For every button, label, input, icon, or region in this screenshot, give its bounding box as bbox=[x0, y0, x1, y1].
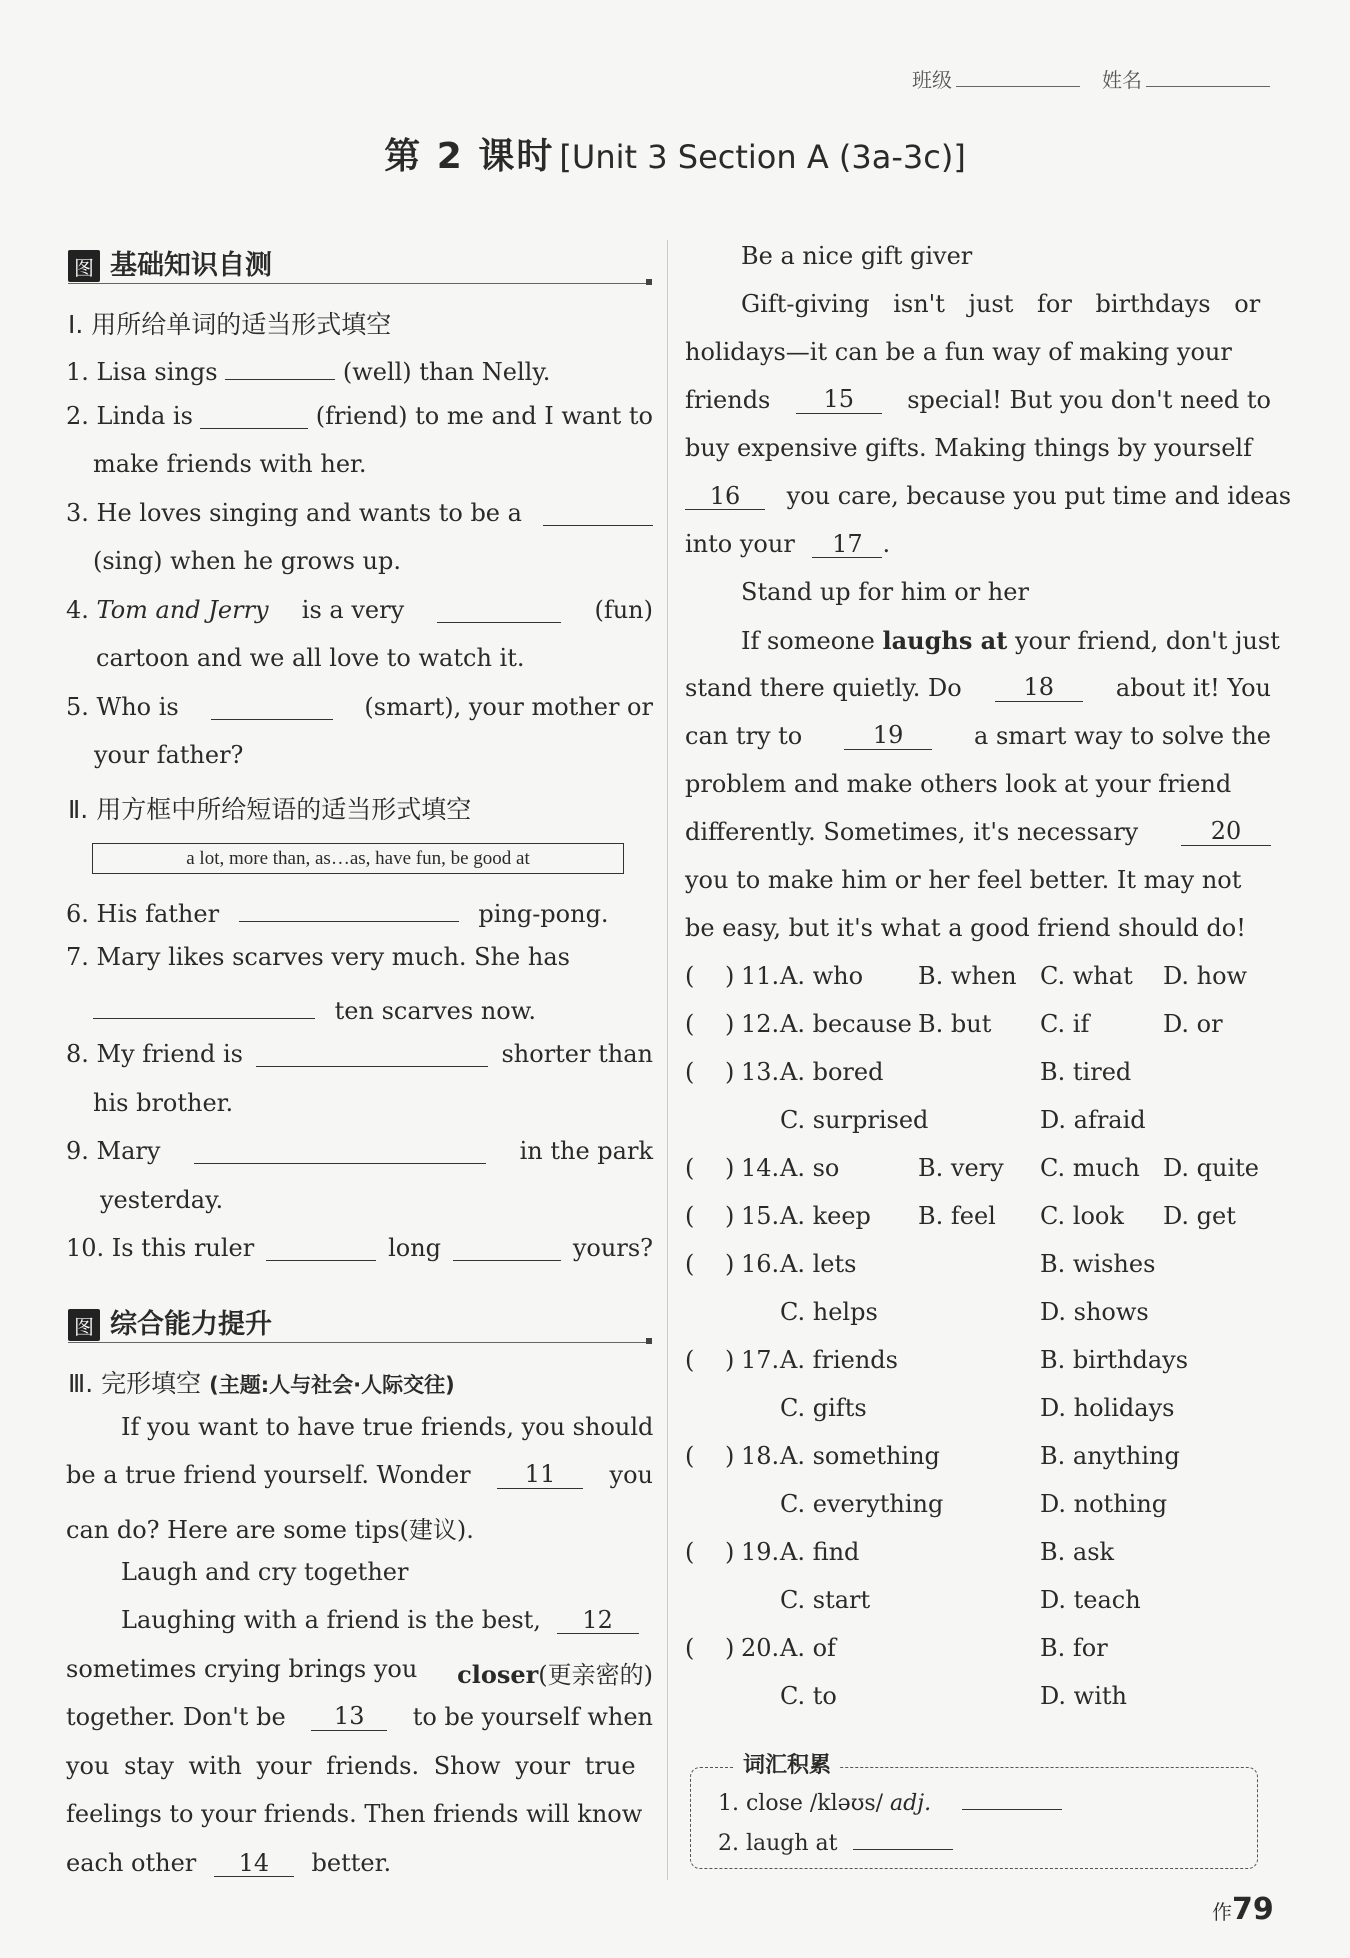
option-b[interactable]: B. very bbox=[918, 1154, 1004, 1182]
q-italic: Tom and Jerry bbox=[96, 596, 269, 624]
option-number: 12. bbox=[741, 1010, 780, 1038]
option-a[interactable]: A. something bbox=[780, 1442, 940, 1470]
passage-text: can try to bbox=[685, 722, 803, 750]
q-text: shorter than bbox=[501, 1040, 653, 1068]
passage-line: can do? Here are some tips(建议). bbox=[66, 1516, 474, 1544]
passage-line: buy expensive gifts. Making things by yourself bbox=[685, 434, 1252, 462]
passage-line bbox=[685, 386, 1271, 414]
option-b[interactable]: B. tired bbox=[1040, 1058, 1132, 1086]
q-text: 8. My friend is bbox=[66, 1040, 243, 1068]
answer-paren-open[interactable]: ( bbox=[685, 1634, 695, 1662]
option-d[interactable]: D. holidays bbox=[1040, 1394, 1175, 1422]
answer-paren-open[interactable]: ( bbox=[685, 1442, 695, 1470]
question-6 bbox=[66, 895, 609, 928]
answer-paren-close: ) bbox=[725, 1250, 735, 1278]
section2-header bbox=[68, 1302, 272, 1341]
q-text: (well) than Nelly. bbox=[342, 358, 551, 386]
passage-line bbox=[685, 530, 890, 558]
option-d[interactable]: D. shows bbox=[1040, 1298, 1149, 1326]
answer-blank[interactable] bbox=[256, 1040, 488, 1067]
phrase-box: a lot, more than, as…as, have fun, be good at bbox=[92, 843, 624, 874]
answer-paren-close: ) bbox=[725, 1010, 735, 1038]
passage-line bbox=[66, 1703, 653, 1731]
answer-paren-open[interactable]: ( bbox=[685, 1538, 695, 1566]
column-divider bbox=[667, 240, 668, 1880]
option-c[interactable]: C. if bbox=[1040, 1010, 1090, 1038]
answer-paren-close: ) bbox=[725, 1202, 735, 1230]
option-c[interactable]: C. helps bbox=[780, 1298, 878, 1326]
q-text: 10. Is this ruler bbox=[66, 1234, 255, 1262]
passage-text: special! But you don't need to bbox=[907, 386, 1271, 414]
section-rule-dot bbox=[646, 1338, 652, 1344]
section1-header bbox=[68, 243, 272, 282]
q-text: 3. He loves singing and wants to be a bbox=[66, 499, 522, 527]
blank-19[interactable]: 19 bbox=[844, 722, 932, 750]
answer-blank[interactable] bbox=[239, 895, 459, 922]
option-c[interactable]: C. start bbox=[780, 1586, 871, 1614]
answer-blank[interactable] bbox=[194, 1137, 486, 1164]
vocab-pos: adj. bbox=[890, 1791, 932, 1816]
q-text: 6. His father bbox=[66, 900, 220, 928]
part3-title: Ⅲ. 完形填空 bbox=[68, 1369, 202, 1398]
option-d[interactable]: D. with bbox=[1040, 1682, 1127, 1710]
answer-paren-open[interactable]: ( bbox=[685, 1250, 695, 1278]
part1-title: Ⅰ. 用所给单词的适当形式填空 bbox=[68, 310, 392, 339]
option-c[interactable]: C. to bbox=[780, 1682, 837, 1710]
option-d[interactable]: D. or bbox=[1163, 1010, 1223, 1038]
option-number: 14. bbox=[741, 1154, 780, 1182]
option-b[interactable]: B. when bbox=[918, 962, 1017, 990]
option-a[interactable]: A. bored bbox=[780, 1058, 884, 1086]
blank-12[interactable]: 12 bbox=[557, 1607, 639, 1634]
option-c[interactable]: C. surprised bbox=[780, 1106, 929, 1134]
subheading-gift: Be a nice gift giver bbox=[741, 242, 973, 270]
passage-line bbox=[685, 722, 1271, 750]
answer-paren-open[interactable]: ( bbox=[685, 1202, 695, 1230]
vocab-title bbox=[735, 1748, 839, 1779]
answer-blank[interactable] bbox=[225, 353, 335, 380]
option-a[interactable]: A. who bbox=[780, 962, 864, 990]
name-label: 姓名 bbox=[1102, 68, 1142, 92]
option-b[interactable]: B. birthdays bbox=[1040, 1346, 1189, 1374]
answer-paren-close: ) bbox=[725, 1346, 735, 1374]
answer-blank[interactable] bbox=[266, 1234, 376, 1261]
blank-14[interactable]: 14 bbox=[214, 1850, 294, 1877]
part3-header bbox=[68, 1364, 455, 1400]
question-7-cont bbox=[93, 992, 536, 1025]
option-number: 20. bbox=[741, 1634, 780, 1662]
option-d[interactable]: D. nothing bbox=[1040, 1490, 1168, 1518]
q-text: 7. Mary likes scarves very much. She has bbox=[66, 943, 570, 971]
part3-theme: (主题:人与社会·人际交往) bbox=[209, 1373, 455, 1397]
q-text: 9. Mary bbox=[66, 1137, 161, 1165]
passage-line bbox=[66, 1461, 653, 1489]
passage-text: each other bbox=[66, 1849, 197, 1877]
passage-text: into your bbox=[685, 530, 795, 558]
section-icon: 图 bbox=[68, 250, 100, 282]
option-number: 16. bbox=[741, 1250, 780, 1278]
page-number-value: 79 bbox=[1232, 1892, 1274, 1927]
answer-blank[interactable] bbox=[93, 992, 315, 1019]
option-c[interactable]: C. look bbox=[1040, 1202, 1124, 1230]
bold-word: closer bbox=[457, 1660, 539, 1689]
passage-line: holidays—it can be a fun way of making your bbox=[685, 338, 1232, 366]
answer-paren-close: ) bbox=[725, 1058, 735, 1086]
q-number: 4. bbox=[66, 596, 89, 624]
section-rule bbox=[68, 283, 648, 284]
passage-line: feelings to your friends. Then friends will know bbox=[66, 1800, 643, 1828]
passage-line bbox=[66, 1849, 391, 1877]
answer-blank[interactable] bbox=[853, 1829, 953, 1850]
option-d[interactable]: D. how bbox=[1163, 962, 1248, 990]
passage-line bbox=[66, 1655, 653, 1690]
passage-line: you to make him or her feel better. It may not bbox=[685, 866, 1242, 894]
question-7 bbox=[66, 943, 653, 971]
q-text: your father? bbox=[94, 741, 244, 769]
option-c[interactable]: C. everything bbox=[780, 1490, 944, 1518]
passage-text: you stay with your friends. Show your true bbox=[66, 1752, 636, 1780]
passage-text: to be yourself when bbox=[412, 1703, 653, 1731]
q-text: (sing) when he grows up. bbox=[93, 547, 401, 575]
class-field[interactable] bbox=[956, 86, 1080, 87]
passage-text: together. Don't be bbox=[66, 1703, 286, 1731]
passage-line bbox=[66, 1752, 653, 1780]
answer-paren-open[interactable]: ( bbox=[685, 1346, 695, 1374]
passage-text: Laughing with a friend is the best, bbox=[121, 1606, 541, 1634]
q-text: (smart), your mother or bbox=[364, 693, 653, 721]
section-rule-dot bbox=[646, 279, 652, 285]
section1-title: 基础知识自测 bbox=[110, 250, 272, 281]
option-number: 18. bbox=[741, 1442, 780, 1470]
answer-blank[interactable] bbox=[437, 596, 561, 623]
option-d[interactable]: D. get bbox=[1163, 1202, 1236, 1230]
vocab-title-text: 词汇积累 bbox=[743, 1753, 832, 1778]
section2-title: 综合能力提升 bbox=[110, 1309, 272, 1340]
part2-title: Ⅱ. 用方框中所给短语的适当形式填空 bbox=[68, 795, 472, 824]
vocab-item-2 bbox=[718, 1829, 953, 1856]
q-text: his brother. bbox=[93, 1089, 234, 1117]
q-text: yesterday. bbox=[100, 1186, 224, 1214]
option-b[interactable]: B. feel bbox=[918, 1202, 996, 1230]
option-number: 15. bbox=[741, 1202, 780, 1230]
vocab-text: 2. laugh at bbox=[718, 1831, 838, 1856]
option-a[interactable]: A. because bbox=[780, 1010, 912, 1038]
passage-text: better. bbox=[311, 1849, 392, 1877]
option-a[interactable]: A. of bbox=[780, 1634, 836, 1662]
blank-13[interactable]: 13 bbox=[311, 1703, 387, 1731]
option-d[interactable]: D. quite bbox=[1163, 1154, 1259, 1182]
blank-15[interactable]: 15 bbox=[796, 386, 882, 414]
page-number bbox=[1212, 1892, 1274, 1927]
answer-paren-close: ) bbox=[725, 962, 735, 990]
page-title bbox=[0, 128, 1350, 179]
answer-paren-close: ) bbox=[725, 1154, 735, 1182]
answer-paren-open[interactable]: ( bbox=[685, 1154, 695, 1182]
option-b[interactable]: B. for bbox=[1040, 1634, 1108, 1662]
question-8 bbox=[66, 1040, 653, 1068]
option-number: 19. bbox=[741, 1538, 780, 1566]
subheading-laugh: Laugh and cry together bbox=[121, 1558, 409, 1586]
answer-paren-open[interactable]: ( bbox=[685, 962, 695, 990]
question-9 bbox=[66, 1137, 653, 1165]
answer-paren-close: ) bbox=[725, 1634, 735, 1662]
q-text: in the park bbox=[519, 1137, 653, 1165]
option-b[interactable]: B. but bbox=[918, 1010, 992, 1038]
q-text: 2. Linda is bbox=[66, 402, 193, 430]
passage-text: a smart way to solve the bbox=[974, 722, 1271, 750]
q-text: (friend) to me and I want to bbox=[315, 402, 653, 430]
answer-blank[interactable] bbox=[543, 499, 653, 526]
q-text: ping-pong. bbox=[478, 900, 609, 928]
vocab-item-1 bbox=[718, 1789, 1062, 1816]
option-d[interactable]: D. teach bbox=[1040, 1586, 1141, 1614]
passage-text: stand there quietly. Do bbox=[685, 674, 962, 702]
option-c[interactable]: C. gifts bbox=[780, 1394, 867, 1422]
q-text: long bbox=[388, 1234, 442, 1262]
question-10 bbox=[66, 1234, 653, 1262]
lesson-title: 第 2 课时 bbox=[384, 136, 555, 177]
passage-line: be easy, but it's what a good friend should do! bbox=[685, 914, 1246, 942]
answer-blank[interactable] bbox=[200, 402, 308, 429]
q-text: 5. Who is bbox=[66, 693, 179, 721]
class-label: 班级 bbox=[912, 68, 952, 92]
passage-line bbox=[121, 1606, 639, 1634]
passage-line bbox=[685, 482, 1291, 510]
q-text: cartoon and we all love to watch it. bbox=[96, 644, 525, 672]
passage-line bbox=[741, 290, 1271, 318]
q-text: Lisa sings bbox=[96, 358, 218, 386]
section-icon: 图 bbox=[68, 1309, 100, 1341]
blank-17[interactable]: 17 bbox=[812, 531, 882, 558]
question-5 bbox=[66, 693, 653, 721]
option-b[interactable]: B. ask bbox=[1040, 1538, 1115, 1566]
option-c[interactable]: C. what bbox=[1040, 962, 1133, 990]
passage-line bbox=[685, 674, 1271, 702]
answer-paren-close: ) bbox=[725, 1538, 735, 1566]
passage-text: be a true friend yourself. Wonder bbox=[66, 1461, 471, 1489]
blank-16[interactable]: 16 bbox=[685, 483, 765, 510]
q-text: make friends with her. bbox=[93, 450, 367, 478]
q-text: is a very bbox=[301, 596, 405, 624]
blank-18[interactable]: 18 bbox=[995, 674, 1083, 702]
subheading-stand-up: Stand up for him or her bbox=[741, 578, 1029, 606]
answer-paren-open[interactable]: ( bbox=[685, 1058, 695, 1086]
passage-text: you bbox=[609, 1461, 653, 1489]
question-3 bbox=[66, 499, 653, 527]
passage-text: If someone bbox=[741, 627, 875, 655]
bold-phrase: laughs at bbox=[882, 626, 1008, 655]
passage-text: your friend, don't just bbox=[1014, 627, 1280, 655]
q-text: (fun) bbox=[594, 596, 653, 624]
q-text: yours? bbox=[572, 1234, 653, 1262]
option-a[interactable]: A. lets bbox=[780, 1250, 857, 1278]
question-2 bbox=[66, 402, 653, 430]
passage-text: (更亲密的) bbox=[538, 1661, 653, 1689]
answer-blank[interactable] bbox=[453, 1234, 561, 1261]
question-1 bbox=[66, 353, 550, 386]
vocab-text: 1. close /kləʊs/ bbox=[718, 1791, 884, 1816]
passage-line bbox=[741, 626, 1280, 655]
unit-title: [Unit 3 Section A (3a-3c)] bbox=[559, 138, 966, 176]
option-number: 17. bbox=[741, 1346, 780, 1374]
answer-blank[interactable] bbox=[962, 1789, 1062, 1810]
passage-text: you care, because you put time and ideas bbox=[786, 482, 1292, 510]
option-a[interactable]: A. friends bbox=[780, 1346, 898, 1374]
passage-text: Gift-giving isn't just for birthdays or bbox=[741, 290, 1261, 318]
passage-text: friends bbox=[685, 386, 771, 414]
answer-blank[interactable] bbox=[211, 693, 333, 720]
passage-text: sometimes crying brings you bbox=[66, 1655, 418, 1683]
passage-text: . bbox=[882, 530, 891, 558]
option-b[interactable]: B. anything bbox=[1040, 1442, 1180, 1470]
option-a[interactable]: A. keep bbox=[780, 1202, 871, 1230]
passage-text: about it! You bbox=[1115, 674, 1271, 702]
page-prefix: 作 bbox=[1212, 1900, 1232, 1924]
passage-line: If you want to have true friends, you should bbox=[121, 1413, 654, 1441]
q-text: ten scarves now. bbox=[334, 997, 537, 1025]
q-number: 1. bbox=[66, 358, 89, 386]
passage-line: problem and make others look at your friend bbox=[685, 770, 1232, 798]
option-b[interactable]: B. wishes bbox=[1040, 1250, 1156, 1278]
option-number: 11. bbox=[741, 962, 780, 990]
answer-paren-close: ) bbox=[725, 1442, 735, 1470]
option-d[interactable]: D. afraid bbox=[1040, 1106, 1146, 1134]
blank-20[interactable]: 20 bbox=[1181, 818, 1271, 846]
option-a[interactable]: A. find bbox=[780, 1538, 860, 1566]
section-rule bbox=[68, 1342, 648, 1343]
blank-11[interactable]: 11 bbox=[497, 1461, 583, 1489]
option-number: 13. bbox=[741, 1058, 780, 1086]
passage-line bbox=[685, 818, 1271, 846]
option-a[interactable]: A. so bbox=[780, 1154, 840, 1182]
passage-text: differently. Sometimes, it's necessary bbox=[685, 818, 1139, 846]
question-4 bbox=[66, 596, 653, 624]
option-c[interactable]: C. much bbox=[1040, 1154, 1140, 1182]
answer-paren-open[interactable]: ( bbox=[685, 1010, 695, 1038]
name-field[interactable] bbox=[1146, 86, 1270, 87]
